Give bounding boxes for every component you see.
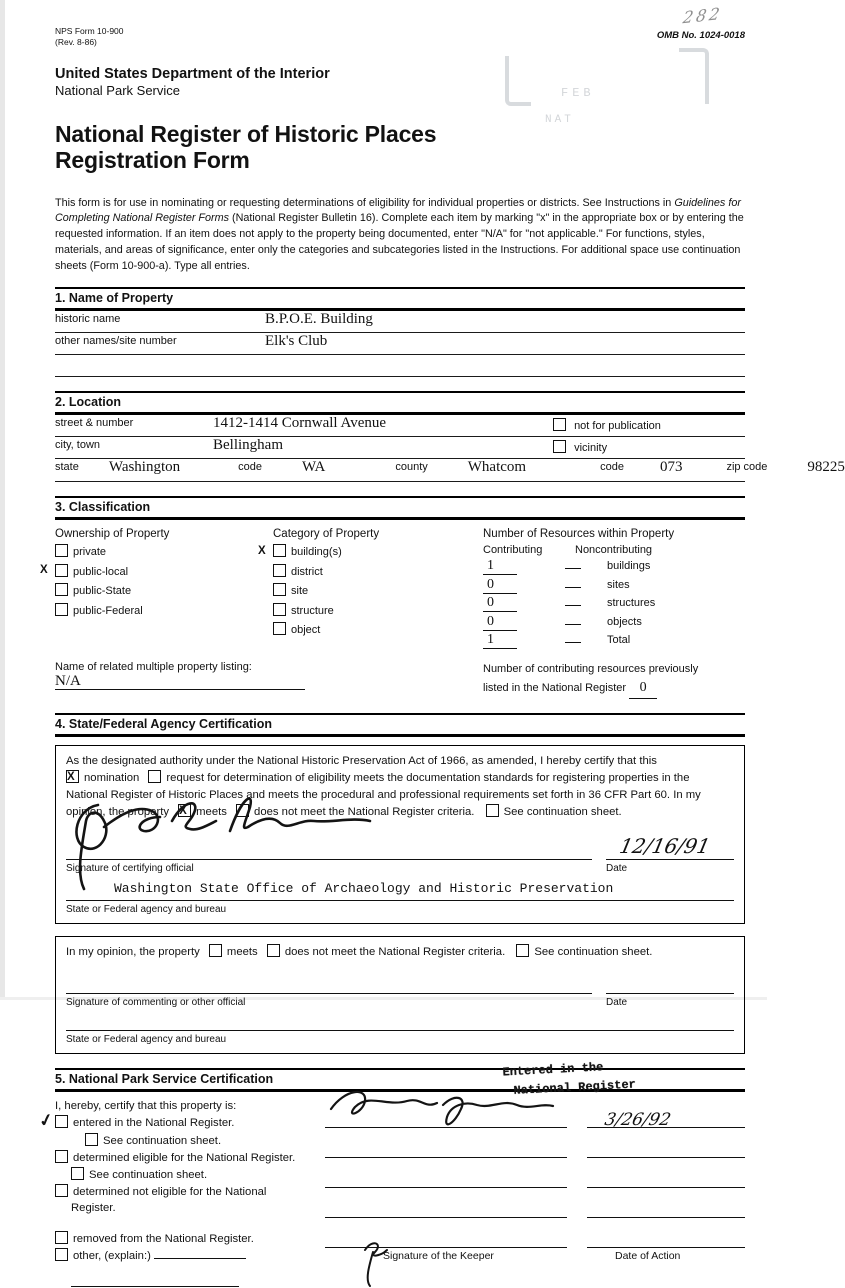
contributing-structures-value[interactable]: 0	[483, 595, 517, 612]
multiple-listing-label: Name of related multiple property listing:	[55, 660, 252, 673]
city-row	[55, 437, 745, 459]
private-checkbox[interactable]	[55, 544, 68, 557]
district-checkbox[interactable]	[273, 564, 286, 577]
keeper-label-text: Signature of the Keeper	[383, 1249, 494, 1262]
nomination-checkbox[interactable]	[66, 770, 79, 783]
zip-label: zip code	[726, 461, 768, 474]
agency-row	[66, 1013, 734, 1047]
spacer	[55, 1218, 311, 1230]
buildings-checkbox[interactable]	[273, 544, 286, 557]
county-code-label: code	[600, 461, 624, 474]
determined-eligible-checkbox[interactable]	[55, 1150, 68, 1163]
multiple-listing-value[interactable]: N/A	[55, 674, 305, 690]
keeper-initials	[357, 1236, 391, 1288]
ownership-option	[55, 544, 273, 561]
other-names-label: other names/site number	[55, 335, 177, 348]
category-heading: Category of Property	[273, 528, 380, 541]
form-header	[55, 3, 745, 60]
nps-option-removed	[55, 1231, 311, 1247]
signature-line[interactable]	[66, 823, 592, 860]
blank-signature-line[interactable]	[325, 1128, 567, 1158]
noncontributing-blank[interactable]	[565, 595, 581, 606]
blank-signature-line[interactable]	[325, 1188, 567, 1218]
noncontributing-blank[interactable]	[565, 614, 581, 625]
signature-commenting-label: Signature of commenting or other official	[66, 996, 246, 1008]
state-value[interactable]: Washington	[108, 459, 181, 476]
removed-checkbox[interactable]	[55, 1231, 68, 1244]
option-label: site	[291, 585, 309, 598]
nps-options-column	[55, 1098, 311, 1288]
signature-line[interactable]	[66, 963, 592, 994]
certification-text	[66, 753, 734, 821]
state-code-value[interactable]: WA	[302, 459, 326, 476]
meets-label: meets	[196, 806, 227, 819]
contributing-sites-value[interactable]: 0	[483, 577, 517, 594]
structure-checkbox[interactable]	[273, 603, 286, 616]
resource-label: objects	[607, 615, 642, 628]
keeper-signature-column	[311, 1098, 587, 1288]
contributing-objects-value[interactable]: 0	[483, 614, 517, 631]
vicinity-option	[553, 440, 607, 454]
blank-signature-line[interactable]	[325, 1158, 567, 1188]
ownership-option	[55, 583, 273, 600]
nps-option-continuation-1	[55, 1133, 311, 1149]
form-revision-line: (Rev. 8-86)	[55, 36, 97, 47]
category-option	[273, 583, 483, 600]
signature-row	[66, 823, 734, 876]
blank-row[interactable]	[55, 355, 745, 377]
ownership-option	[55, 603, 273, 620]
not-for-publication-label: not for publication	[574, 420, 661, 433]
street-label: street & number	[55, 417, 134, 430]
zip-value[interactable]: 98225	[807, 459, 845, 476]
option-label: public-Federal	[73, 604, 143, 617]
agency-bureau-line[interactable]	[66, 1013, 734, 1031]
site-checkbox[interactable]	[273, 583, 286, 596]
historic-name-row	[55, 311, 745, 333]
omb-number: OMB No. 1024-0018	[656, 30, 745, 41]
certification-box-2	[55, 936, 745, 1054]
request-label: request for determination of eligibility meets the documentation standards for registering properties in the National Register of Historic Places and meets the procedural and professional requirements set forth in 36 CFR Part 60. In my opinion, the property	[66, 772, 701, 819]
page-title-line1: National Register of Historic Places	[55, 121, 437, 147]
public-local-checkbox[interactable]	[55, 564, 68, 577]
state-row	[55, 459, 845, 482]
nps-option-entered	[55, 1115, 311, 1131]
street-value[interactable]: 1412-1414 Cornwall Avenue	[213, 415, 387, 432]
date-label: Date	[606, 863, 628, 875]
other-checkbox[interactable]	[55, 1248, 68, 1261]
nps-option-not-eligible	[55, 1184, 311, 1217]
option-label: building(s)	[291, 546, 342, 559]
resource-row	[483, 558, 745, 575]
category-column	[273, 528, 483, 651]
ownership-column	[55, 528, 273, 651]
see-continuation-label: See continuation sheet.	[534, 945, 653, 958]
option-label: private	[73, 546, 107, 559]
see-continuation-checkbox[interactable]	[486, 804, 499, 817]
resources-heading: Number of Resources within Property	[483, 528, 675, 541]
option-label: object	[291, 624, 321, 637]
vicinity-checkbox[interactable]	[553, 440, 566, 453]
signature-column	[66, 963, 592, 1010]
page-title	[55, 122, 745, 174]
entered-checkbox[interactable]	[55, 1115, 68, 1128]
option-label: determined not eligible for the National Register.	[71, 1185, 267, 1215]
category-option	[273, 544, 483, 561]
resource-row	[483, 632, 745, 649]
meets-checkbox[interactable]	[178, 804, 191, 817]
ownership-heading: Ownership of Property	[55, 528, 170, 541]
agency-title: National Park Service	[55, 83, 180, 98]
public-state-checkbox[interactable]	[55, 583, 68, 596]
certification-box-1	[55, 745, 745, 923]
opinion-text-part: In my opinion, the property	[66, 945, 200, 958]
state-code-label: code	[238, 461, 263, 474]
instructions-italic-text: Guidelines for Completing National Register Forms	[55, 196, 741, 225]
entered-date-value: 3/26/92	[602, 1109, 673, 1130]
resource-label: Total	[607, 634, 631, 647]
does-not-meet-checkbox[interactable]	[236, 804, 249, 817]
noncontributing-head: Noncontributing	[575, 544, 653, 557]
previously-listed-block	[483, 661, 745, 700]
stamp-text-fragment: FEB	[561, 86, 595, 100]
entered-stamp-line1: Entered in the	[502, 1059, 604, 1080]
agency-bureau-label: State or Federal agency and bureau	[66, 903, 227, 915]
historic-name-label: historic name	[55, 313, 121, 326]
contributing-total-value[interactable]: 1	[483, 632, 517, 649]
keeper-signature-line[interactable]	[325, 1098, 567, 1128]
category-option	[273, 564, 483, 581]
contributing-buildings-value[interactable]: 1	[483, 558, 517, 575]
agency-bureau-label: State or Federal agency and bureau	[66, 1033, 227, 1045]
option-label: entered in the National Register.	[73, 1117, 235, 1130]
vicinity-label: vicinity	[574, 442, 608, 455]
entered-stamp-line2: National Register	[513, 1077, 637, 1098]
option-label: determined eligible for the National Register.	[73, 1152, 296, 1165]
date-label: Date	[606, 996, 628, 1008]
option-label: See continuation sheet.	[89, 1168, 208, 1181]
resource-row	[483, 595, 745, 612]
category-option	[273, 622, 483, 639]
nps-certification-body	[55, 1098, 745, 1288]
nomination-label: nomination	[84, 772, 140, 785]
city-label: city, town	[55, 439, 101, 452]
blank-date-line[interactable]	[587, 1158, 745, 1188]
see-continuation-checkbox-2[interactable]	[516, 944, 529, 957]
noncontributing-blank[interactable]	[565, 577, 581, 588]
date-column	[606, 823, 734, 876]
classification-bottom	[55, 661, 745, 700]
keeper-label	[325, 1250, 567, 1262]
see-continuation-checkbox[interactable]	[71, 1167, 84, 1180]
see-continuation-label: See continuation sheet.	[503, 806, 622, 819]
nps-option-determined-eligible	[55, 1150, 311, 1183]
section5	[55, 1059, 745, 1288]
blank-date-line[interactable]	[587, 1128, 745, 1158]
instructions-text: This form is for use in nominating or requesting determinations of eligibility for individual properties or districts. See Instructions in	[55, 196, 675, 209]
resources-subheads	[483, 544, 745, 556]
county-code-value[interactable]: 073	[659, 459, 683, 476]
signature-column	[66, 823, 592, 876]
nps-intro: I, hereby, certify that this property is:	[55, 1099, 237, 1112]
date-final-line[interactable]	[587, 1218, 745, 1248]
see-continuation-checkbox[interactable]	[85, 1133, 98, 1146]
does-not-meet-label: does not meet the National Register criteria.	[254, 806, 475, 819]
street-row	[55, 415, 745, 437]
certification-text-part: As the designated authority under the National Historic Preservation Act of 1966, as amended, I hereby certify that this	[66, 755, 657, 768]
instructions-text: (National Register Bulletin 16). Complete each item by marking "x" in the appropriate box or by entering the requested information. If an item does not apply to the property being documented, enter "N/A" for "not applicable." For functions, styles, materials, and areas of significance, enter only the categories and subcategories listed in the Instructions. For additional space use continuation sheets (Form 10-900-a). Type all entries.	[55, 212, 744, 273]
option-label: other, (explain:)	[73, 1250, 151, 1263]
date-line[interactable]	[606, 823, 734, 860]
classification-grid	[55, 528, 745, 651]
city-value[interactable]: Bellingham	[213, 437, 283, 454]
form-number	[55, 26, 745, 47]
entered-stamp	[502, 1056, 636, 1101]
noncontributing-blank[interactable]	[565, 632, 581, 643]
resource-row	[483, 577, 745, 594]
option-label: structure	[291, 604, 334, 617]
does-not-meet-checkbox-2[interactable]	[267, 944, 280, 957]
option-label: removed from the National Register.	[73, 1232, 254, 1245]
meets-label: meets	[226, 945, 258, 958]
ownership-option	[55, 564, 273, 581]
form-instructions	[55, 196, 745, 276]
contributing-head: Contributing	[483, 544, 543, 557]
option-label: See continuation sheet.	[103, 1134, 222, 1147]
scan-edge	[0, 0, 5, 1000]
agency-row	[66, 879, 734, 917]
state-label: state	[55, 461, 79, 474]
blank-date-line[interactable]	[587, 1188, 745, 1218]
date-line[interactable]	[606, 963, 734, 994]
public-federal-checkbox[interactable]	[55, 603, 68, 616]
nps-option-other	[55, 1248, 311, 1264]
does-not-meet-label: does not meet the National Register criteria.	[284, 945, 506, 958]
section3-header: 3. Classification	[55, 496, 745, 520]
other-names-value[interactable]: Elk's Club	[265, 333, 328, 350]
request-checkbox[interactable]	[148, 770, 161, 783]
option-label: public-State	[73, 585, 132, 598]
date-of-action-label: Date of Action	[615, 1249, 681, 1262]
other-names-row	[55, 333, 745, 355]
section4-header: 4. State/Federal Agency Certification	[55, 713, 745, 737]
pencil-annotation: 282	[682, 3, 725, 28]
resource-row	[483, 614, 745, 631]
form-number-line: NPS Form 10-900	[55, 26, 124, 36]
date-column	[606, 963, 734, 1010]
option-label: district	[291, 565, 323, 578]
signature-certifying-label: Signature of certifying official	[66, 863, 194, 875]
multiple-listing-block	[55, 661, 483, 700]
noncontributing-blank[interactable]	[565, 558, 581, 569]
previously-listed-text: listed in the National Register	[483, 682, 627, 695]
signature-row	[66, 963, 734, 1010]
county-label: county	[395, 461, 428, 474]
date-of-action-line[interactable]	[587, 1098, 745, 1128]
section1-header: 1. Name of Property	[55, 287, 745, 311]
determined-not-eligible-checkbox[interactable]	[55, 1184, 68, 1197]
option-label: public-local	[73, 565, 129, 578]
other-explain-blank-2[interactable]	[71, 1278, 239, 1287]
resources-column	[483, 528, 745, 651]
section5-header: 5. National Park Service Certification	[55, 1068, 745, 1092]
county-value[interactable]: Whatcom	[467, 459, 527, 476]
certification-date-value: 12/16/91	[617, 834, 713, 859]
previously-listed-value[interactable]: 0	[629, 677, 657, 699]
other-explain-blank[interactable]	[154, 1258, 246, 1259]
not-for-publication-checkbox[interactable]	[553, 418, 566, 431]
section2-header: 2. Location	[55, 391, 745, 415]
page-title-line2: Registration Form	[55, 146, 250, 173]
agency-bureau-value[interactable]: Washington State Office of Archaeology and Historic Preservation	[66, 879, 734, 901]
resource-label: structures	[607, 597, 656, 610]
date-of-action-column	[587, 1098, 745, 1288]
opinion-text	[66, 944, 734, 961]
department-title: United States Department of the Interior	[55, 66, 330, 82]
stamp-text-fragment: NAT	[545, 114, 574, 126]
not-for-publication-option	[553, 418, 661, 432]
meets-checkbox-2[interactable]	[209, 944, 222, 957]
resource-label: buildings	[607, 560, 651, 573]
resource-label: sites	[607, 578, 630, 591]
previously-listed-text: Number of contributing resources previously	[483, 662, 699, 675]
historic-name-value[interactable]: B.P.O.E. Building	[265, 311, 373, 328]
object-checkbox[interactable]	[273, 622, 286, 635]
category-option	[273, 603, 483, 620]
